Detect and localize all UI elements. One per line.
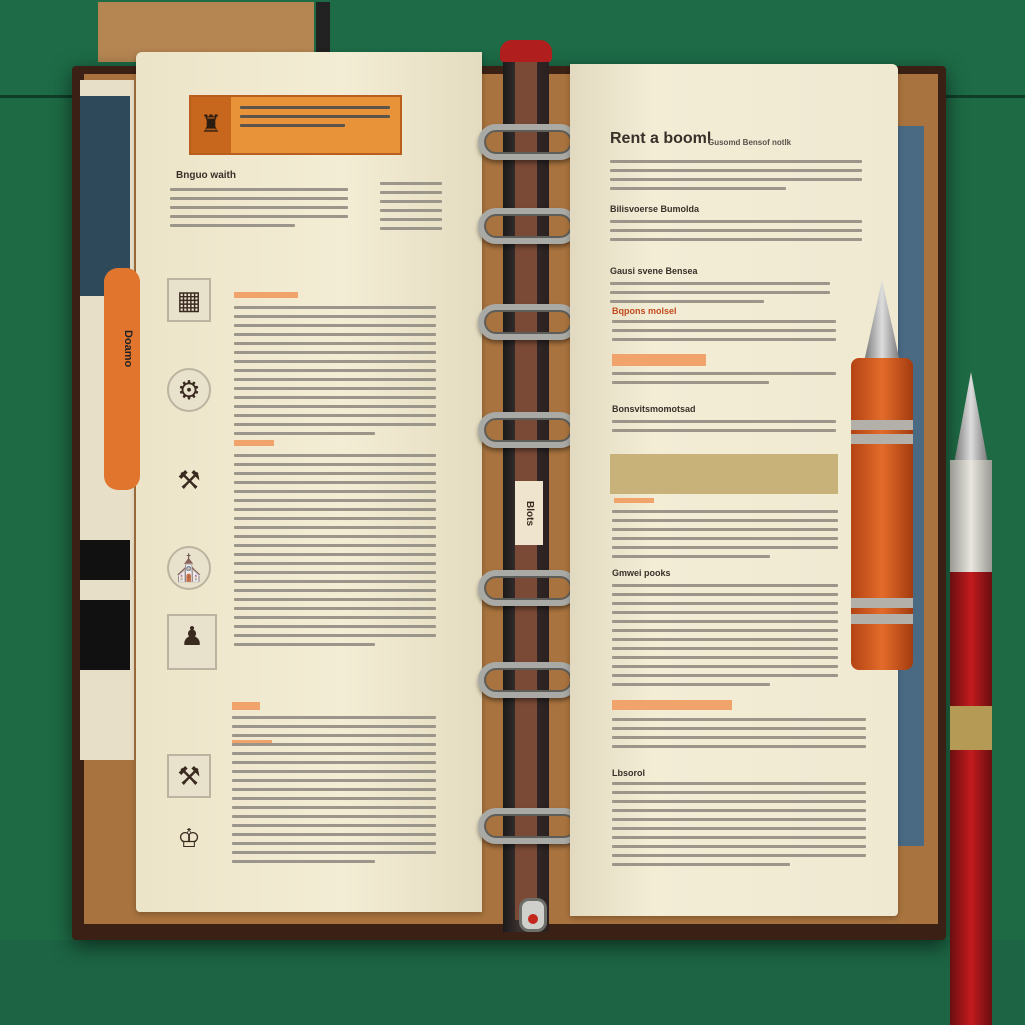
- orange-marker[interactable]: [104, 268, 140, 490]
- red-pen-band: [950, 706, 992, 750]
- right-page-subtitle: Gusomd Bensof notlk: [708, 138, 792, 147]
- tool-icon: ⚒: [167, 754, 211, 798]
- right-highlight: [612, 354, 706, 366]
- top-clip: [500, 40, 552, 62]
- right-body-text: [612, 320, 836, 347]
- binder-ring: [478, 304, 578, 340]
- photo-strip: [80, 540, 130, 580]
- right-body-text: [612, 782, 866, 872]
- latch-dot: [528, 914, 538, 924]
- right-body-text: [612, 718, 866, 754]
- left-body-text: [234, 454, 436, 652]
- right-highlight: [614, 498, 654, 503]
- spine-label: Blots: [515, 481, 543, 545]
- right-highlight-block: [610, 454, 838, 494]
- red-pen[interactable]: [950, 572, 992, 1025]
- left-highlight: [234, 440, 274, 446]
- pen-band: [851, 420, 913, 430]
- crane-icon: ⚒: [177, 465, 201, 495]
- red-pen-grip: [950, 460, 992, 572]
- left-intro-text: [170, 188, 348, 233]
- right-section-title: Lbsorol: [612, 768, 645, 778]
- right-intro-text: [610, 160, 862, 196]
- clipboard-icon: ♜: [191, 97, 231, 153]
- right-body-text: [610, 282, 830, 309]
- photo-strip: [80, 96, 130, 296]
- figure-icon: ♔: [177, 823, 201, 853]
- pen-band: [851, 434, 913, 444]
- binder-ring: [478, 808, 582, 844]
- left-body-text: [234, 306, 436, 441]
- right-section-title: Gmwei pooks: [612, 568, 671, 578]
- worker-icon: ♟: [167, 614, 217, 670]
- machine-icon: ▦: [167, 278, 211, 322]
- right-body-text: [612, 510, 838, 564]
- right-body-text: [612, 420, 836, 438]
- binder-ring: [478, 662, 578, 698]
- left-highlight: [234, 292, 298, 298]
- right-section-title: Bqpons molsel: [612, 306, 677, 316]
- right-section-title: Bilisvoerse Bumolda: [610, 204, 700, 214]
- binder-ring: [478, 570, 578, 606]
- lantern-icon: ⛪: [167, 546, 211, 590]
- right-body-text: [612, 584, 838, 692]
- left-body-text: [232, 716, 436, 869]
- red-pen-tip: [954, 372, 988, 464]
- right-body-text: [610, 220, 862, 247]
- left-highlight: [232, 702, 260, 710]
- right-highlight: [612, 700, 732, 710]
- marker-label: Doamo: [122, 330, 134, 368]
- binder-ring: [478, 412, 578, 448]
- left-section-title: Bnguo waith: [176, 170, 236, 181]
- photo-strip: [80, 600, 130, 670]
- pen-band: [851, 598, 913, 608]
- table-plank: [0, 940, 1025, 1025]
- right-page-title: Rent a booml: [610, 130, 712, 147]
- pen-band: [851, 614, 913, 624]
- right-section-title: Bonsvitsmomotsad: [612, 404, 696, 414]
- binder-ring: [478, 208, 578, 244]
- header-text: [240, 106, 390, 133]
- right-body-text: [612, 372, 836, 390]
- right-section-title: Gausi svene Bensea: [610, 266, 698, 276]
- binder-ring: [478, 124, 578, 160]
- left-index-text: [380, 182, 442, 236]
- wheel-icon: ⚙: [167, 368, 211, 412]
